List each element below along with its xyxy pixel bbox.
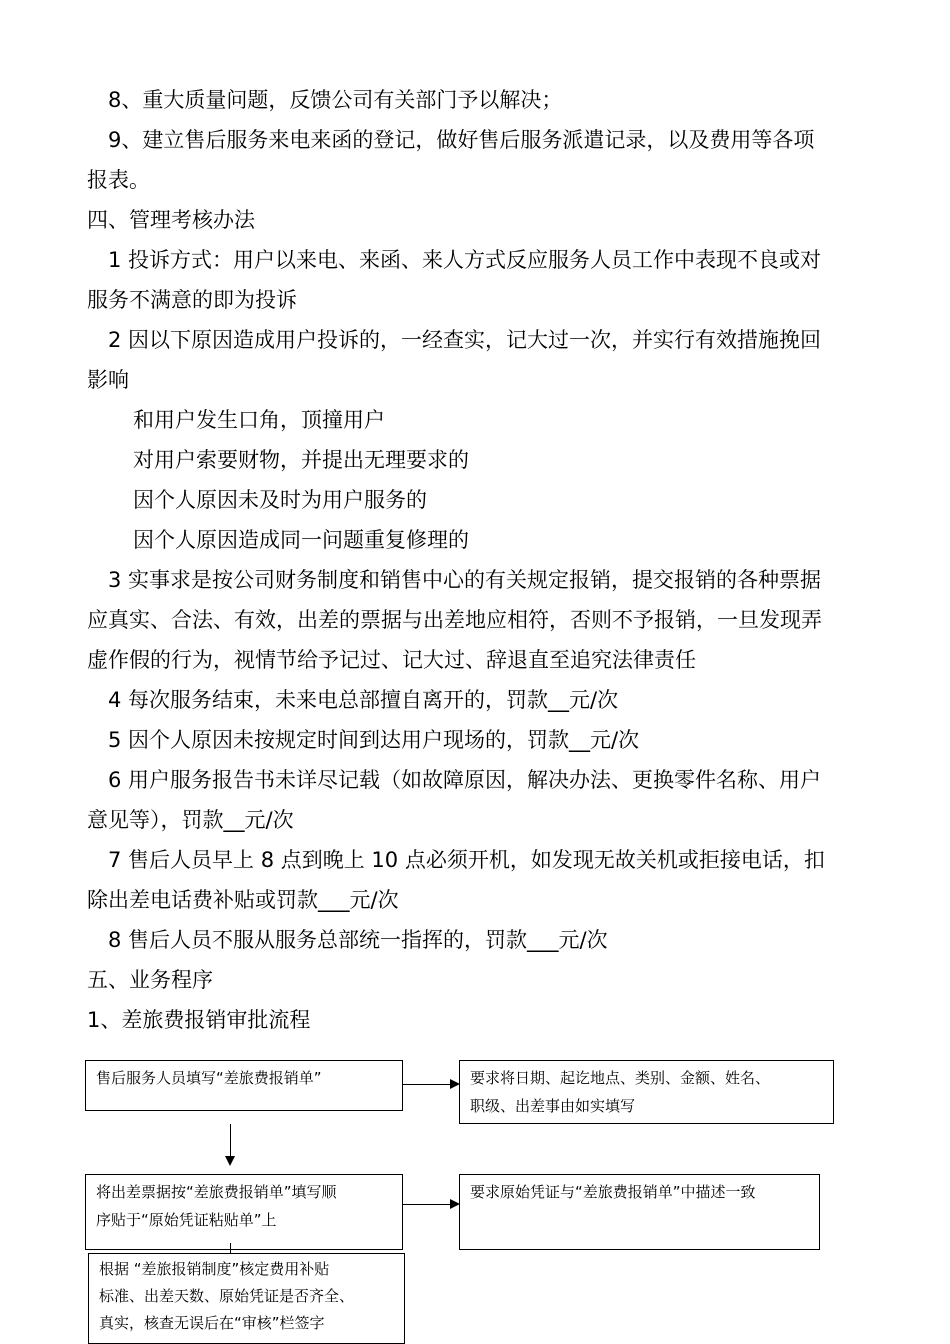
flow-step-1-text: 售后服务人员填写“差旅费报销单” <box>96 1069 322 1087</box>
rule-2-sub-4: 因个人原因造成同一问题重复修理的 <box>133 528 469 552</box>
rule-5-line: 5 因个人原因未按规定时间到达用户现场的，罚款__元/次 <box>108 728 640 752</box>
flow-title: 1、差旅费报销审批流程 <box>87 1008 311 1032</box>
rule-2-line-2: 影响 <box>87 368 129 392</box>
flow-arrow-3-line <box>403 1204 451 1205</box>
flow-step-3-box <box>88 1253 405 1344</box>
section-4-heading: 四、管理考核办法 <box>87 208 255 232</box>
flow-note-2-box <box>459 1174 820 1250</box>
rule-3-line-2: 应真实、合法、有效，出差的票据与出差地应相符，否则不予报销，一旦发现弄 <box>87 608 822 632</box>
flow-arrow-2-head <box>225 1156 235 1166</box>
item-9-line-2: 报表。 <box>87 168 150 192</box>
rule-1-line-1: 1 投诉方式：用户以来电、来函、来人方式反应服务人员工作中表现不良或对 <box>108 248 822 272</box>
flow-step-2-text-2: 序贴于“原始凭证粘贴单”上 <box>96 1211 277 1229</box>
rule-6-line-2: 意见等），罚款__元/次 <box>87 808 294 832</box>
flow-arrow-1-line <box>403 1084 451 1085</box>
section-5-heading: 五、业务程序 <box>87 968 213 992</box>
flow-arrow-2-line <box>230 1124 231 1156</box>
flow-step-3-text-3: 真实，核查无误后在“审核”栏签字 <box>99 1314 325 1332</box>
rule-2-sub-2: 对用户索要财物，并提出无理要求的 <box>133 448 469 472</box>
flow-step-3-text-2: 标准、出差天数、原始凭证是否齐全、 <box>99 1287 355 1305</box>
flow-step-2-box <box>85 1174 403 1250</box>
rule-7-line-1: 7 售后人员早上 8 点到晚上 10 点必须开机，如发现无故关机或拒接电话，扣 <box>108 848 825 872</box>
flow-note-1-text-1: 要求将日期、起讫地点、类别、金额、姓名、 <box>470 1069 771 1087</box>
flow-note-1-text-2: 职级、出差事由如实填写 <box>470 1097 636 1115</box>
rule-2-sub-3: 因个人原因未及时为用户服务的 <box>133 488 427 512</box>
flow-step-2-text-1: 将出差票据按“差旅费报销单”填写顺 <box>96 1183 337 1201</box>
rule-7-line-2: 除出差电话费补贴或罚款___元/次 <box>87 888 399 912</box>
rule-1-line-2: 服务不满意的即为投诉 <box>87 288 297 312</box>
flow-connector-3 <box>230 1243 231 1253</box>
flow-note-1-box <box>459 1060 834 1124</box>
item-8-line: 8、重大质量问题，反馈公司有关部门予以解决； <box>108 88 563 112</box>
rule-4-line: 4 每次服务结束，未来电总部擅自离开的，罚款__元/次 <box>108 688 619 712</box>
rule-3-line-3: 虚作假的行为，视情节给予记过、记大过、辞退直至追究法律责任 <box>87 648 696 672</box>
flow-step-1-box <box>85 1060 403 1111</box>
rule-3-line-1: 3 实事求是按公司财务制度和销售中心的有关规定报销，提交报销的各种票据 <box>108 568 822 592</box>
flow-step-3-text-1: 根据 “差旅报销制度”核定费用补贴 <box>99 1260 330 1278</box>
rule-6-line-1: 6 用户服务报告书未详尽记载（如故障原因，解决办法、更换零件名称、用户 <box>108 768 822 792</box>
rule-8-line: 8 售后人员不服从服务总部统一指挥的，罚款___元/次 <box>108 928 608 952</box>
rule-2-line-1: 2 因以下原因造成用户投诉的，一经查实，记大过一次，并实行有效措施挽回 <box>108 328 822 352</box>
rule-2-sub-1: 和用户发生口角，顶撞用户 <box>133 408 385 432</box>
item-9-line-1: 9、建立售后服务来电来函的登记，做好售后服务派遣记录，以及费用等各项 <box>108 128 815 152</box>
flow-note-2-text: 要求原始凭证与“差旅费报销单”中描述一致 <box>470 1183 756 1201</box>
